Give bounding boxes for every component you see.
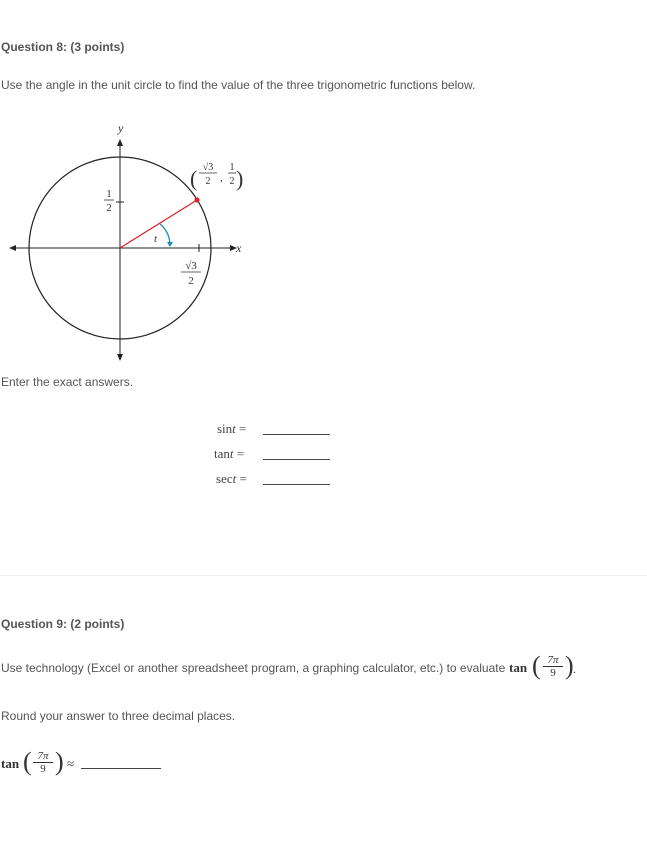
sin-var: t bbox=[232, 421, 236, 436]
tan-7pi-9-answer-input[interactable] bbox=[81, 758, 161, 769]
tan-func: tan bbox=[214, 446, 230, 461]
question-8-instruction: Use the angle in the unit circle to find the value of the three trigonometric functions below. bbox=[1, 78, 476, 92]
sec-func: sec bbox=[216, 471, 233, 486]
question-9-title: Question 9: (2 points) bbox=[1, 617, 125, 631]
terminal-point bbox=[194, 197, 199, 202]
tan-answer-input[interactable] bbox=[263, 449, 330, 460]
sin-equals: = bbox=[239, 421, 247, 436]
tan-var: t bbox=[229, 446, 234, 461]
instruction-period: . bbox=[573, 662, 576, 676]
sin-func: sin bbox=[217, 421, 233, 436]
question-9-instruction: Use technology (Excel or another spreadsheet program, a graphing calculator, etc.) to evaluate bbox=[1, 661, 506, 675]
instruction-close-paren: ) bbox=[565, 651, 574, 680]
tan-equals: = bbox=[236, 446, 245, 461]
x-tick-numerator: √3 bbox=[185, 260, 197, 272]
sec-var: t bbox=[232, 471, 237, 486]
sin-answer-input[interactable] bbox=[263, 424, 330, 435]
answer-frac-den: 9 bbox=[40, 763, 46, 775]
sec-equation-row bbox=[216, 471, 247, 487]
instruction-open-paren: ( bbox=[532, 651, 541, 680]
answer-close-paren: ) bbox=[55, 747, 64, 776]
enter-exact-text: Enter the exact answers. bbox=[1, 375, 134, 389]
tan-equation-row bbox=[214, 446, 244, 462]
terminal-radius bbox=[120, 200, 197, 248]
y-tick-numerator: 1 bbox=[106, 188, 112, 200]
answer-tan-func: tan bbox=[1, 756, 20, 771]
instruction-tan-func: tan bbox=[509, 660, 528, 675]
answer-open-paren: ( bbox=[23, 747, 32, 776]
sin-equation-row bbox=[217, 421, 246, 437]
y-tick-denominator: 2 bbox=[106, 202, 112, 214]
y-axis-label: y bbox=[118, 121, 124, 135]
sec-equals: = bbox=[239, 471, 247, 486]
sec-answer-input[interactable] bbox=[263, 474, 330, 485]
point-open-paren: ( bbox=[190, 166, 198, 191]
instruction-frac-den: 9 bbox=[550, 667, 556, 679]
point-x-denominator: 2 bbox=[205, 176, 211, 187]
approx-symbol: ≈ bbox=[67, 756, 75, 771]
unit-circle-figure bbox=[0, 118, 250, 368]
point-close-paren: ) bbox=[236, 166, 244, 191]
angle-label: t bbox=[154, 233, 158, 245]
x-axis-label: x bbox=[236, 241, 242, 255]
angle-arc bbox=[160, 224, 170, 246]
round-instruction: Round your answer to three decimal places. bbox=[1, 709, 236, 723]
instruction-frac-num: 7π bbox=[543, 654, 563, 667]
question-8-title: Question 8: (3 points) bbox=[1, 40, 125, 54]
point-y-numerator: 1 bbox=[229, 162, 235, 173]
point-comma: , bbox=[220, 172, 223, 184]
x-tick-denominator: 2 bbox=[188, 275, 194, 287]
point-y-denominator: 2 bbox=[229, 176, 235, 187]
answer-frac-num: 7π bbox=[33, 750, 53, 763]
point-x-numerator: √3 bbox=[202, 162, 214, 173]
question-divider bbox=[0, 575, 647, 576]
